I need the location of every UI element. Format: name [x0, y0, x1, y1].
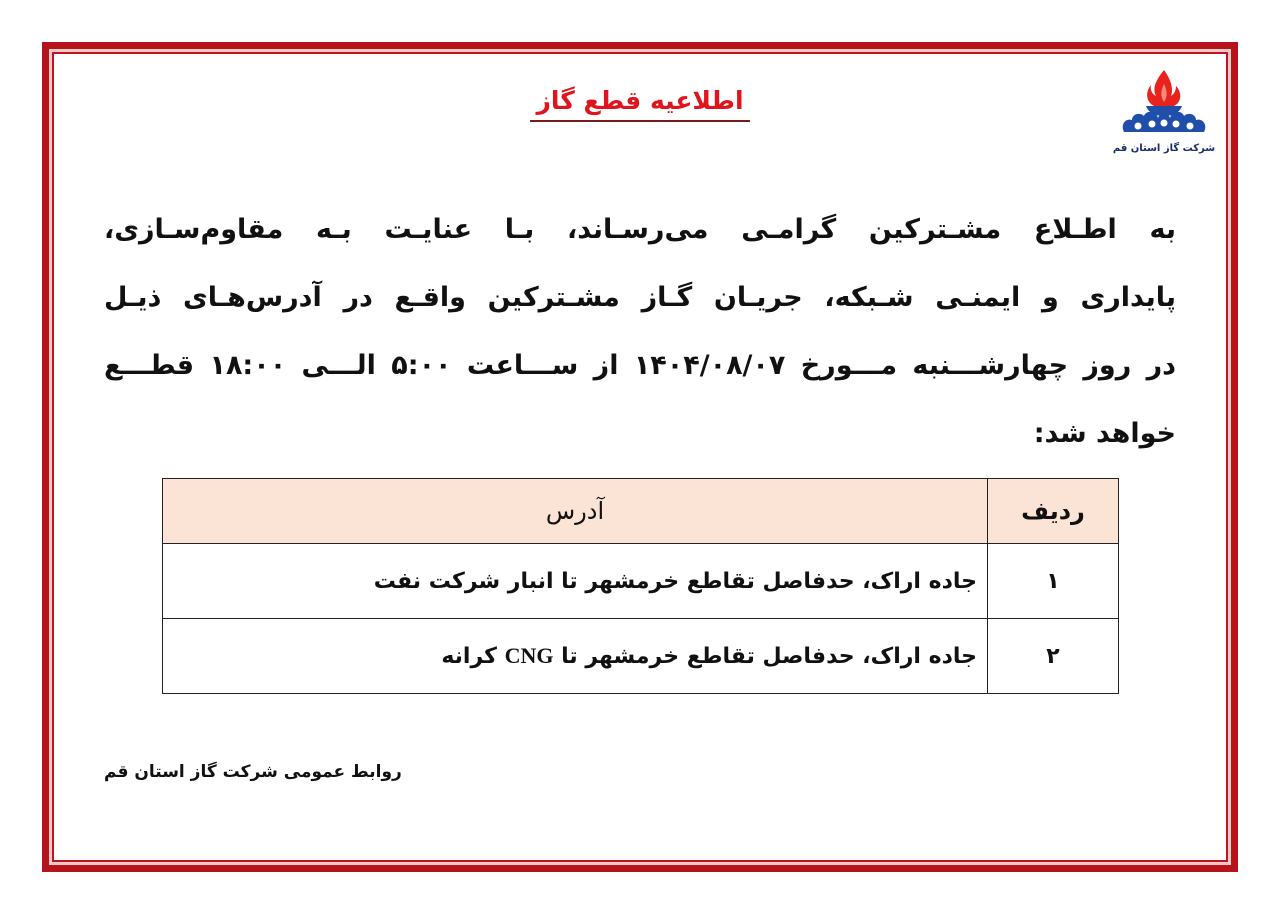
column-header-address: آدرس [163, 479, 988, 544]
table-row [163, 544, 1119, 619]
column-header-row: ردیف [988, 479, 1119, 544]
address-text-before: جاده اراک، حدفاصل تقاطع خرمشهر تا [553, 644, 977, 669]
announcement-body [104, 196, 1176, 468]
body-line-2: پایداری و ایمنـی شـبکه، جریـان گـاز مشـترکین واقـع در آدرس‌هـای ذیـل [104, 282, 1176, 313]
title-text: اطلاعیه قطع گاز [530, 84, 749, 122]
row-number: ۱ [988, 544, 1119, 619]
row-address [163, 619, 988, 694]
table-header-row [163, 479, 1119, 544]
table-row [163, 619, 1119, 694]
footer-signature: روابط عمومی شرکت گاز استان قم [104, 762, 402, 782]
outage-address-table [162, 478, 1119, 694]
body-line-1: به اطـلاع مشـترکین گرامـی می‌رسـاند، بـا عنایـت بـه مقاوم‌سـازی، [104, 214, 1176, 245]
row-number: ۲ [988, 619, 1119, 694]
body-line-4: خواهد شد: [1033, 418, 1176, 449]
body-line-3: در روز چهارشـــنبه مـــورخ ۱۴۰۴/۰۸/۰۷ از ســـاعت ۵:۰۰ الـــی ۱۸:۰۰ قطـــع [104, 350, 1177, 381]
row-address: جاده اراک، حدفاصل تقاطع خرمشهر تا انبار شرکت نفت [163, 544, 988, 619]
address-text-after: کرانه [441, 644, 505, 669]
address-cng-label: CNG [504, 643, 554, 668]
announcement-title [0, 84, 1280, 122]
logo-caption: شرکت گاز استان قم [1112, 143, 1216, 154]
